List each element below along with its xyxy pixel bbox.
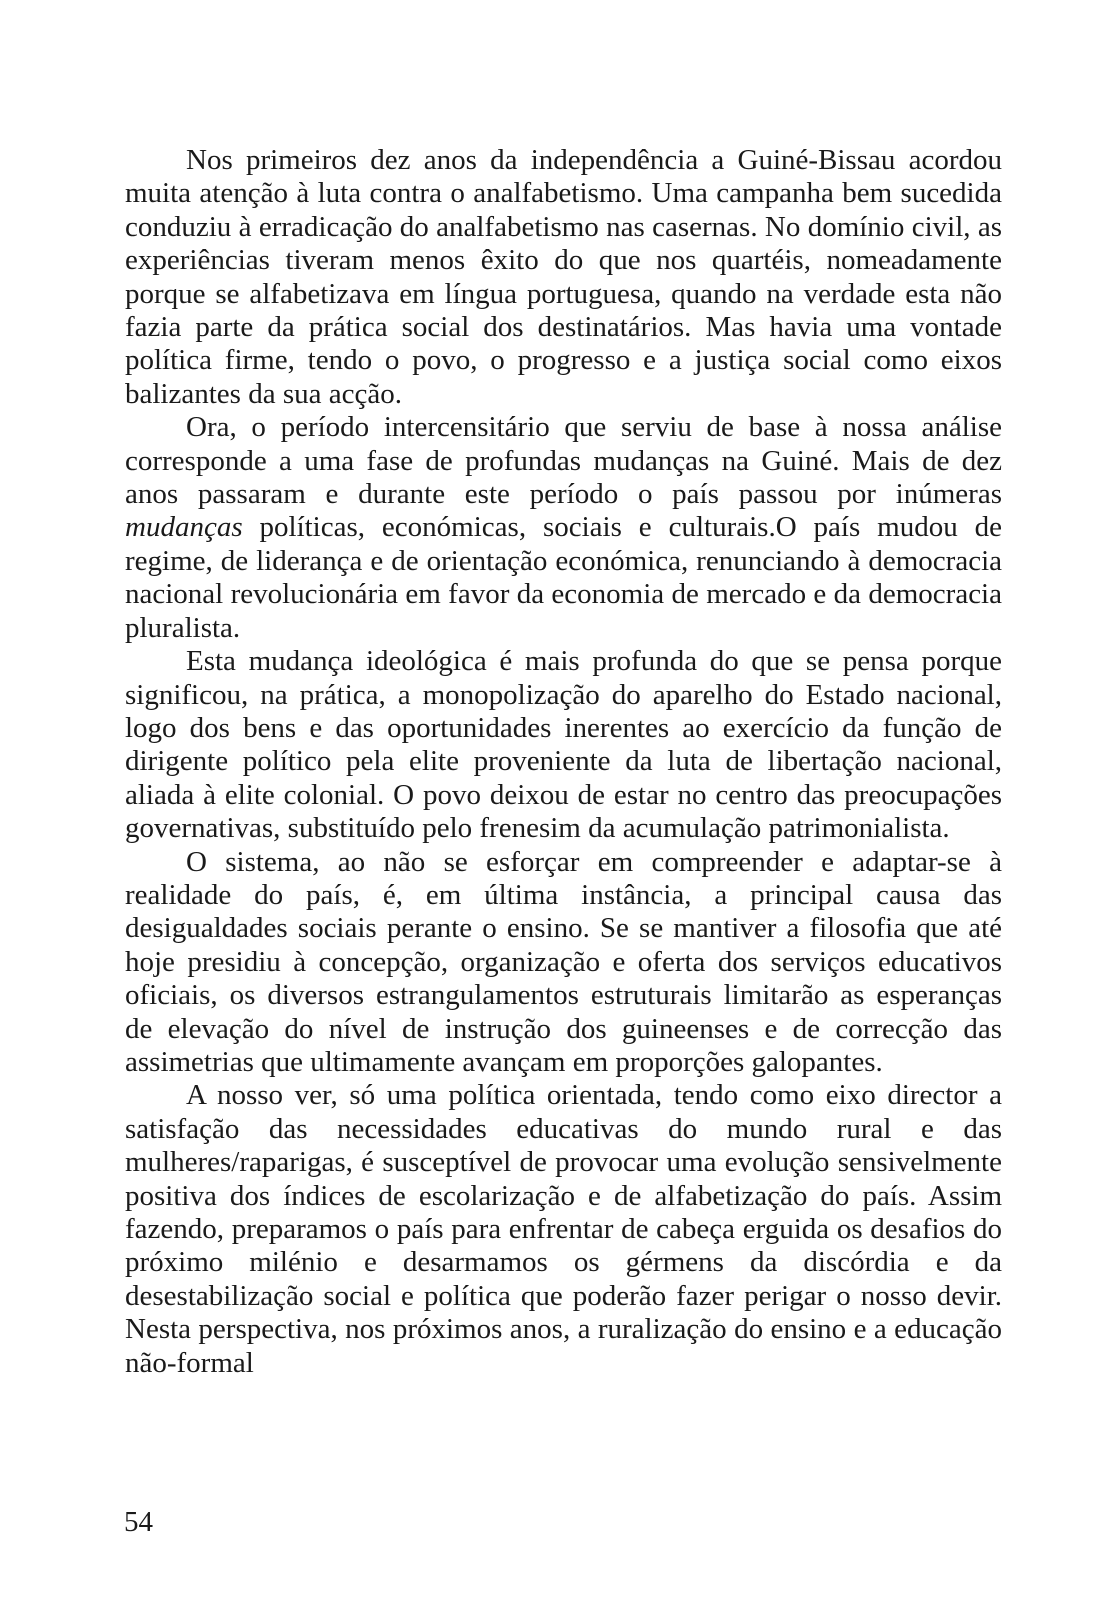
- paragraph-2-emphasis: mudanças: [125, 511, 243, 544]
- paragraph-4: O sistema, ao não se esforçar em compreender e adaptar-se à realidade do país, é, em última instância, a principal causa das desigualdades sociais perante o ensino. Se se mantiver a filosofia que até hoje presidiu à concepção, organização e oferta dos serviços educativos oficiais, os diversos estrangulamentos estruturais limitarão as esperanças de elevação do nível de instrução dos guineenses e de correcção das assimetrias que ultimamente avançam em proporções galopantes.: [125, 845, 1002, 1078]
- paragraph-2-after: políticas, económicas, sociais e culturais.O país mudou de regime, de liderança e de orientação económica, renunciando à democracia nacional revolucionária em favor da economia de mercado e da democracia pluralista.: [125, 511, 1002, 644]
- page-number: 54: [124, 1506, 153, 1538]
- paragraph-2: [125, 411, 1002, 645]
- paragraph-1: Nos primeiros dez anos da independência a Guiné-Bissau acordou muita atenção à luta contra o analfabetismo. Uma campanha bem sucedida conduziu à erradicação do analfabetismo nas casernas. No domínio civil, as experiências tiveram menos êxito do que nos quartéis, nomeadamente porque se alfabetizava em língua portuguesa, quando na verdade esta não fazia parte da prática social dos destinatários. Mas havia uma vontade política firme, tendo o povo, o progresso e a justiça social como eixos balizantes da sua acção.: [125, 144, 1002, 410]
- paragraph-5: A nosso ver, só uma política orientada, tendo como eixo director a satisfação das necessidades educativas do mundo rural e das mulheres/raparigas, é susceptível de provocar uma evolução sensivelmente positiva dos índices de escolarização e de alfabetização do país. Assim fazendo, preparamos o país para enfrentar de cabeça erguida os desafios do próximo milénio e desarmamos os gérmens da discórdia e da desestabilização social e política que poderão fazer perigar o nosso devir. Nesta perspectiva, nos próximos anos, a ruralização do ensino e a educação não-formal: [125, 1079, 1002, 1379]
- paragraph-2-before: Ora, o período intercensitário que serviu de base à nossa análise corresponde a uma fase de profundas mudanças na Guiné. Mais de dez anos passaram e durante este período o país passou por inúmeras: [125, 411, 1002, 511]
- paragraph-3: Esta mudança ideológica é mais profunda do que se pensa porque significou, na prática, a monopolização do aparelho do Estado nacional, logo dos bens e das oportunidades inerentes ao exercício da função de dirigente político pela elite proveniente da luta de libertação nacional, aliada à elite colonial. O povo deixou de estar no centro das preocupações governativas, substituído pelo frenesim da acumulação patrimonialista.: [125, 645, 1002, 845]
- body-text: [125, 144, 1002, 1380]
